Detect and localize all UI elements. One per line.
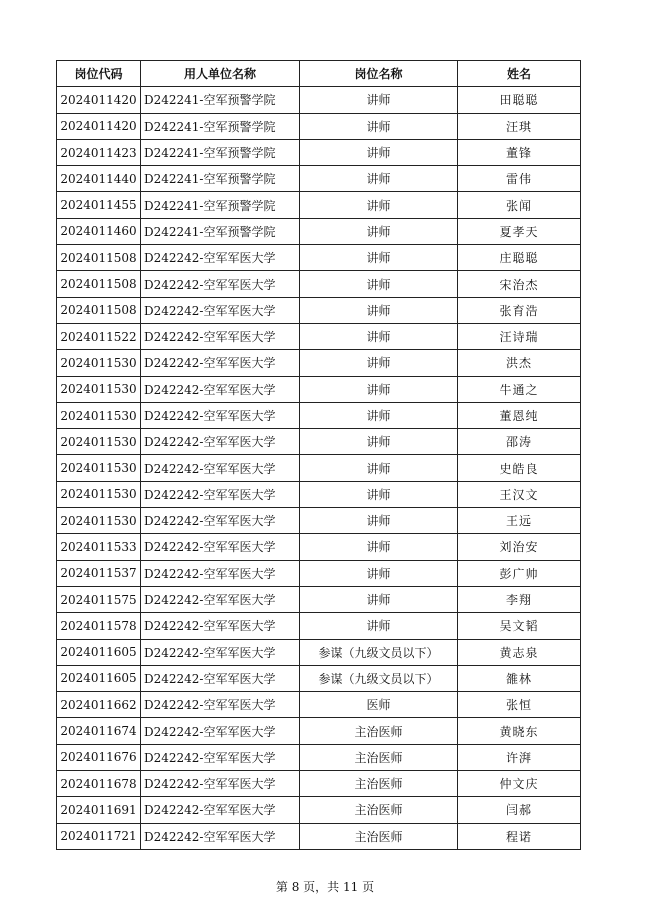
cell-post-code: 2024011533 bbox=[57, 534, 141, 560]
cell-post-code: 2024011440 bbox=[57, 166, 141, 192]
cell-post-code: 2024011460 bbox=[57, 218, 141, 244]
cell-post-name: 讲师 bbox=[300, 271, 458, 297]
cell-person-name: 田聪聪 bbox=[458, 87, 581, 113]
cell-person-name: 宋治杰 bbox=[458, 271, 581, 297]
header-row bbox=[57, 61, 581, 87]
table-header bbox=[57, 61, 581, 87]
cell-unit-name: D242242-空军军医大学 bbox=[141, 692, 300, 718]
cell-unit-name: D242242-空军军医大学 bbox=[141, 639, 300, 665]
cell-person-name: 张育浩 bbox=[458, 297, 581, 323]
cell-person-name: 庄聪聪 bbox=[458, 245, 581, 271]
cell-post-name: 讲师 bbox=[300, 429, 458, 455]
page-footer: 第 8 页，共 11 页 bbox=[275, 880, 375, 894]
cell-post-name: 讲师 bbox=[300, 534, 458, 560]
cell-post-name: 主治医师 bbox=[300, 797, 458, 823]
table-row bbox=[57, 271, 581, 297]
table-row bbox=[57, 797, 581, 823]
cell-unit-name: D242242-空军军医大学 bbox=[141, 665, 300, 691]
cell-post-code: 2024011530 bbox=[57, 429, 141, 455]
cell-post-code: 2024011508 bbox=[57, 271, 141, 297]
table-row bbox=[57, 692, 581, 718]
cell-person-name: 夏孝天 bbox=[458, 218, 581, 244]
cell-person-name: 史皓良 bbox=[458, 455, 581, 481]
cell-post-code: 2024011676 bbox=[57, 744, 141, 770]
cell-post-code: 2024011578 bbox=[57, 613, 141, 639]
cell-post-code: 2024011530 bbox=[57, 402, 141, 428]
cell-person-name: 程诺 bbox=[458, 823, 581, 849]
cell-post-code: 2024011530 bbox=[57, 376, 141, 402]
table-row bbox=[57, 350, 581, 376]
table-row bbox=[57, 455, 581, 481]
cell-post-name: 讲师 bbox=[300, 376, 458, 402]
cell-person-name: 张恒 bbox=[458, 692, 581, 718]
table-row bbox=[57, 508, 581, 534]
cell-post-name: 讲师 bbox=[300, 245, 458, 271]
cell-post-name: 讲师 bbox=[300, 481, 458, 507]
cell-person-name: 董恩纯 bbox=[458, 402, 581, 428]
cell-person-name: 雒林 bbox=[458, 665, 581, 691]
cell-unit-name: D242241-空军预警学院 bbox=[141, 166, 300, 192]
table-row bbox=[57, 297, 581, 323]
cell-post-code: 2024011605 bbox=[57, 665, 141, 691]
table-row bbox=[57, 639, 581, 665]
cell-unit-name: D242242-空军军医大学 bbox=[141, 613, 300, 639]
table-row bbox=[57, 402, 581, 428]
table-row bbox=[57, 429, 581, 455]
cell-post-name: 讲师 bbox=[300, 455, 458, 481]
cell-person-name: 许湃 bbox=[458, 744, 581, 770]
cell-person-name: 汪琪 bbox=[458, 113, 581, 139]
cell-unit-name: D242242-空军军医大学 bbox=[141, 350, 300, 376]
cell-post-code: 2024011691 bbox=[57, 797, 141, 823]
table-body bbox=[57, 87, 581, 850]
table-row bbox=[57, 771, 581, 797]
cell-unit-name: D242242-空军军医大学 bbox=[141, 271, 300, 297]
table-row bbox=[57, 823, 581, 849]
table-row bbox=[57, 534, 581, 560]
cell-post-code: 2024011605 bbox=[57, 639, 141, 665]
cell-person-name: 仲文庆 bbox=[458, 771, 581, 797]
cell-unit-name: D242242-空军军医大学 bbox=[141, 586, 300, 612]
cell-post-code: 2024011423 bbox=[57, 139, 141, 165]
table-row bbox=[57, 166, 581, 192]
cell-post-name: 讲师 bbox=[300, 586, 458, 612]
cell-post-code: 2024011530 bbox=[57, 350, 141, 376]
cell-person-name: 吴文韬 bbox=[458, 613, 581, 639]
cell-post-name: 主治医师 bbox=[300, 718, 458, 744]
cell-unit-name: D242242-空军军医大学 bbox=[141, 376, 300, 402]
cell-post-name: 讲师 bbox=[300, 113, 458, 139]
cell-post-name: 讲师 bbox=[300, 508, 458, 534]
table-row bbox=[57, 87, 581, 113]
cell-unit-name: D242242-空军军医大学 bbox=[141, 297, 300, 323]
cell-post-name: 讲师 bbox=[300, 613, 458, 639]
cell-person-name: 张闻 bbox=[458, 192, 581, 218]
header-unit-name: 用人单位名称 bbox=[141, 61, 300, 87]
header-person-name: 姓名 bbox=[458, 61, 581, 87]
cell-unit-name: D242241-空军预警学院 bbox=[141, 113, 300, 139]
cell-post-code: 2024011420 bbox=[57, 87, 141, 113]
cell-person-name: 洪杰 bbox=[458, 350, 581, 376]
cell-post-name: 主治医师 bbox=[300, 823, 458, 849]
table-row bbox=[57, 718, 581, 744]
cell-unit-name: D242242-空军军医大学 bbox=[141, 718, 300, 744]
cell-post-name: 讲师 bbox=[300, 297, 458, 323]
cell-person-name: 彭广帅 bbox=[458, 560, 581, 586]
cell-unit-name: D242242-空军军医大学 bbox=[141, 323, 300, 349]
table-row bbox=[57, 665, 581, 691]
cell-person-name: 牛通之 bbox=[458, 376, 581, 402]
cell-post-code: 2024011678 bbox=[57, 771, 141, 797]
cell-unit-name: D242242-空军军医大学 bbox=[141, 771, 300, 797]
cell-person-name: 王远 bbox=[458, 508, 581, 534]
table-row bbox=[57, 560, 581, 586]
cell-person-name: 雷伟 bbox=[458, 166, 581, 192]
cell-post-code: 2024011530 bbox=[57, 455, 141, 481]
cell-post-name: 医师 bbox=[300, 692, 458, 718]
cell-person-name: 闫郝 bbox=[458, 797, 581, 823]
cell-post-name: 讲师 bbox=[300, 166, 458, 192]
cell-post-code: 2024011508 bbox=[57, 245, 141, 271]
cell-post-code: 2024011674 bbox=[57, 718, 141, 744]
cell-post-code: 2024011522 bbox=[57, 323, 141, 349]
cell-post-name: 参谋（九级文员以下） bbox=[300, 639, 458, 665]
cell-unit-name: D242242-空军军医大学 bbox=[141, 402, 300, 428]
cell-post-name: 讲师 bbox=[300, 560, 458, 586]
cell-unit-name: D242242-空军军医大学 bbox=[141, 797, 300, 823]
cell-post-name: 讲师 bbox=[300, 87, 458, 113]
cell-post-name: 讲师 bbox=[300, 350, 458, 376]
cell-post-code: 2024011530 bbox=[57, 508, 141, 534]
cell-person-name: 李翔 bbox=[458, 586, 581, 612]
cell-person-name: 邵涛 bbox=[458, 429, 581, 455]
cell-unit-name: D242242-空军军医大学 bbox=[141, 744, 300, 770]
cell-unit-name: D242242-空军军医大学 bbox=[141, 508, 300, 534]
table-row bbox=[57, 613, 581, 639]
table-row bbox=[57, 586, 581, 612]
cell-post-code: 2024011537 bbox=[57, 560, 141, 586]
cell-post-name: 主治医师 bbox=[300, 771, 458, 797]
cell-unit-name: D242242-空军军医大学 bbox=[141, 823, 300, 849]
cell-post-code: 2024011575 bbox=[57, 586, 141, 612]
table-row bbox=[57, 245, 581, 271]
cell-unit-name: D242242-空军军医大学 bbox=[141, 560, 300, 586]
cell-post-name: 主治医师 bbox=[300, 744, 458, 770]
cell-person-name: 王汉文 bbox=[458, 481, 581, 507]
header-post-name: 岗位名称 bbox=[300, 61, 458, 87]
cell-unit-name: D242241-空军预警学院 bbox=[141, 139, 300, 165]
table-row bbox=[57, 323, 581, 349]
cell-post-name: 参谋（九级文员以下） bbox=[300, 665, 458, 691]
cell-post-name: 讲师 bbox=[300, 139, 458, 165]
cell-post-name: 讲师 bbox=[300, 218, 458, 244]
cell-unit-name: D242241-空军预警学院 bbox=[141, 218, 300, 244]
cell-unit-name: D242241-空军预警学院 bbox=[141, 87, 300, 113]
cell-unit-name: D242242-空军军医大学 bbox=[141, 245, 300, 271]
table-row bbox=[57, 376, 581, 402]
cell-unit-name: D242241-空军预警学院 bbox=[141, 192, 300, 218]
cell-unit-name: D242242-空军军医大学 bbox=[141, 455, 300, 481]
cell-post-code: 2024011662 bbox=[57, 692, 141, 718]
cell-unit-name: D242242-空军军医大学 bbox=[141, 534, 300, 560]
table-row bbox=[57, 481, 581, 507]
cell-person-name: 黄晓东 bbox=[458, 718, 581, 744]
table-row bbox=[57, 192, 581, 218]
table-row bbox=[57, 744, 581, 770]
cell-post-name: 讲师 bbox=[300, 323, 458, 349]
cell-person-name: 刘治安 bbox=[458, 534, 581, 560]
table-row bbox=[57, 218, 581, 244]
cell-post-code: 2024011420 bbox=[57, 113, 141, 139]
cell-post-name: 讲师 bbox=[300, 192, 458, 218]
cell-post-name: 讲师 bbox=[300, 402, 458, 428]
cell-person-name: 汪诗瑞 bbox=[458, 323, 581, 349]
cell-unit-name: D242242-空军军医大学 bbox=[141, 429, 300, 455]
cell-post-code: 2024011721 bbox=[57, 823, 141, 849]
cell-unit-name: D242242-空军军医大学 bbox=[141, 481, 300, 507]
cell-post-code: 2024011455 bbox=[57, 192, 141, 218]
cell-person-name: 黄志泉 bbox=[458, 639, 581, 665]
table-row bbox=[57, 113, 581, 139]
cell-person-name: 董锋 bbox=[458, 139, 581, 165]
cell-post-code: 2024011530 bbox=[57, 481, 141, 507]
table-row bbox=[57, 139, 581, 165]
cell-post-code: 2024011508 bbox=[57, 297, 141, 323]
recruitment-table bbox=[56, 60, 581, 850]
header-post-code: 岗位代码 bbox=[57, 61, 141, 87]
